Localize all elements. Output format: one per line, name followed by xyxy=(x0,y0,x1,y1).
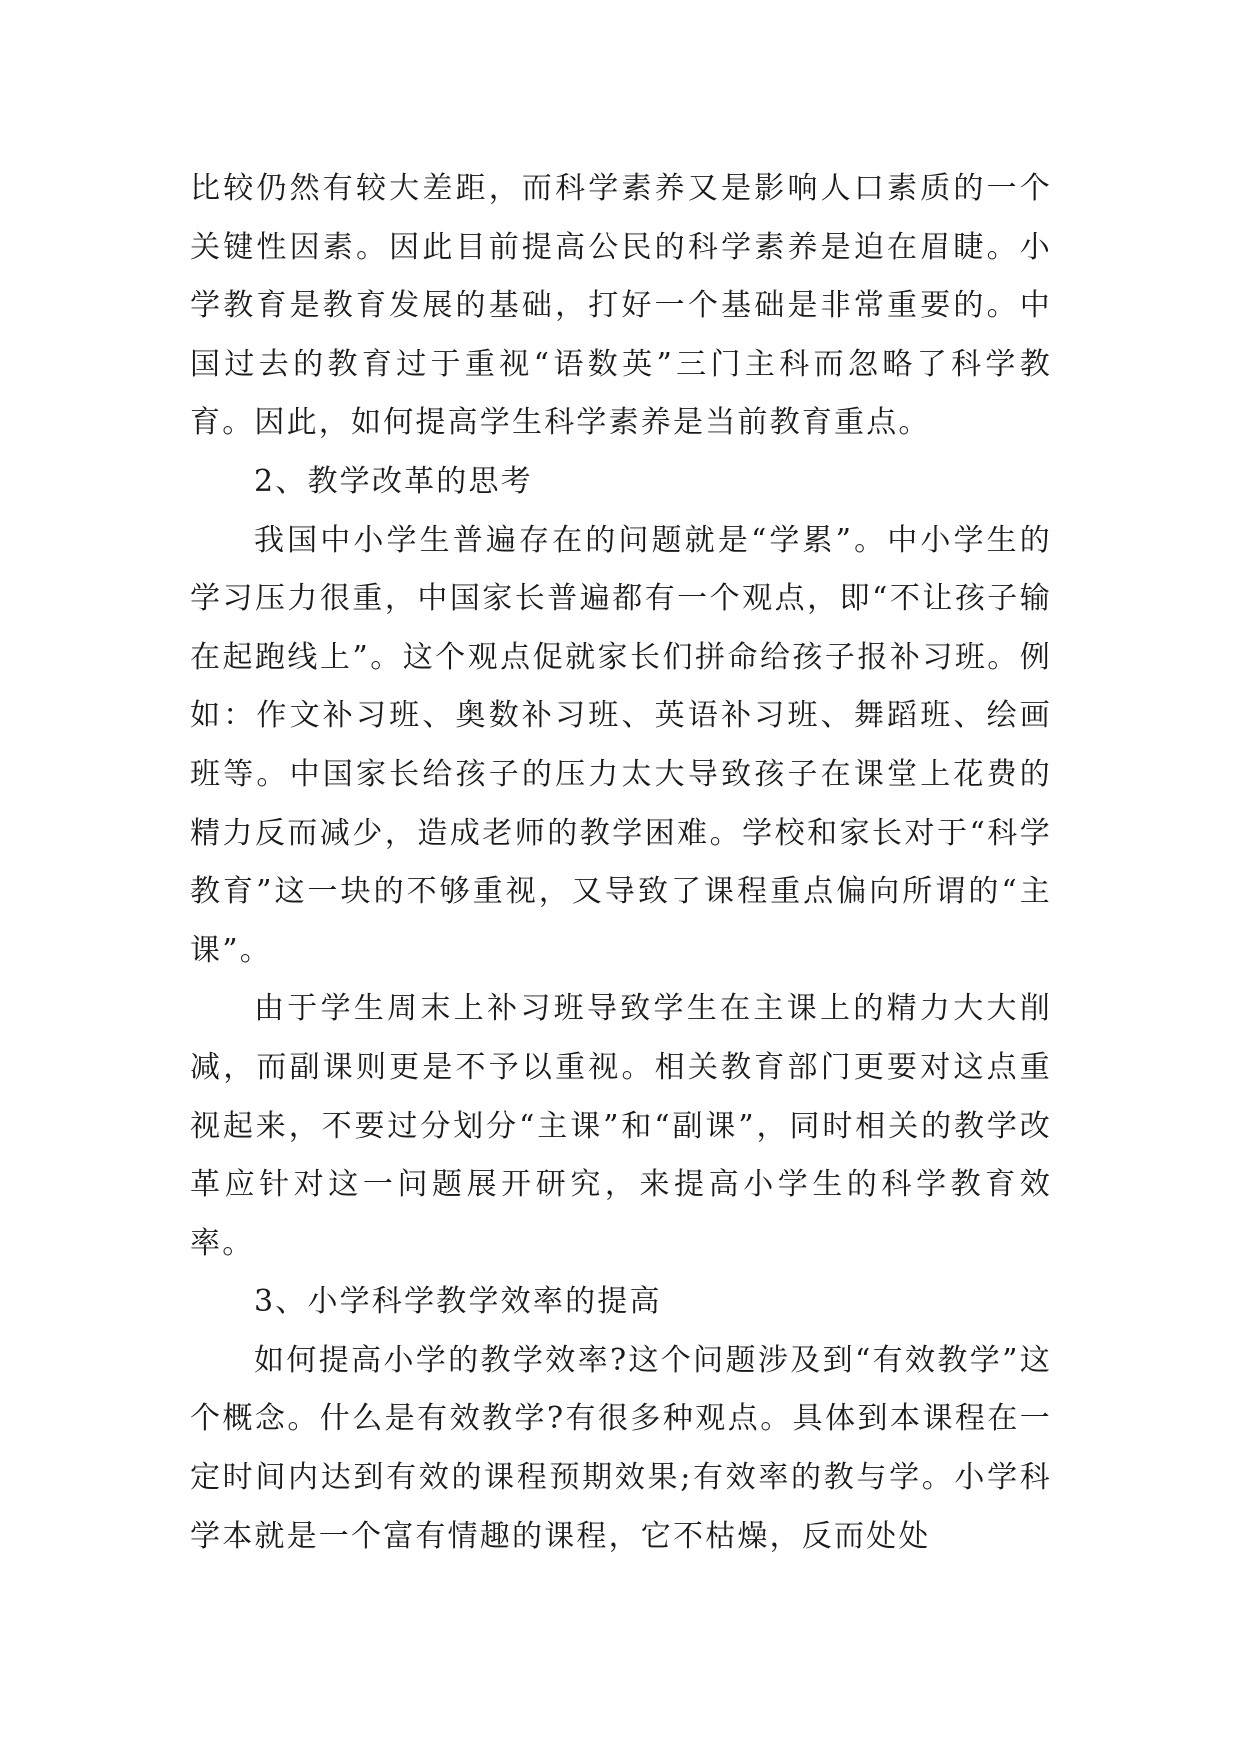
document-body xyxy=(190,160,1052,1566)
paragraph-continued-science-literacy: 比较仍然有较大差距，而科学素养又是影响人口素质的一个关键性因素。因此目前提高公民的科学素养是迫在眉睫。小学教育是教育发展的基础，打好一个基础是非常重要的。中国过去的教育过于重视“语数英”三门主科而忽略了科学教育。因此，如何提高学生科学素养是当前教育重点。 xyxy=(190,171,1052,441)
paragraph-main-vs-minor-courses: 由于学生周末上补习班导致学生在主课上的精力大大削减，而副课则更是不予以重视。相关教育部门更要对这点重视起来，不要过分划分“主课”和“副课”，同时相关的教学改革应针对这一问题展开研究，来提高小学生的科学教育效率。 xyxy=(190,991,1052,1261)
paragraph-effective-teaching: 如何提高小学的教学效率?这个问题涉及到“有效教学”这个概念。什么是有效教学?有很多种观点。具体到本课程在一定时间内达到有效的课程预期效果;有效率的教与学。小学科学本就是一个富有情趣的课程，它不枯燥，反而处处 xyxy=(190,1342,1052,1554)
section-heading-efficiency: 3、小学科学教学效率的提高 xyxy=(254,1284,662,1320)
paragraph-student-pressure: 我国中小学生普遍存在的问题就是“学累”。中小学生的学习压力很重，中国家长普遍都有一个观点，即“不让孩子输在起跑线上”。这个观点促就家长们拼命给孩子报补习班。例如：作文补习班、奥数补习班、英语补习班、舞蹈班、绘画班等。中国家长给孩子的压力太大导致孩子在课堂上花费的精力反而减少，造成老师的教学困难。学校和家长对于“科学教育”这一块的不够重视，又导致了课程重点偏向所谓的“主课”。 xyxy=(190,522,1052,968)
section-heading-teaching-reform: 2、教学改革的思考 xyxy=(254,463,533,499)
